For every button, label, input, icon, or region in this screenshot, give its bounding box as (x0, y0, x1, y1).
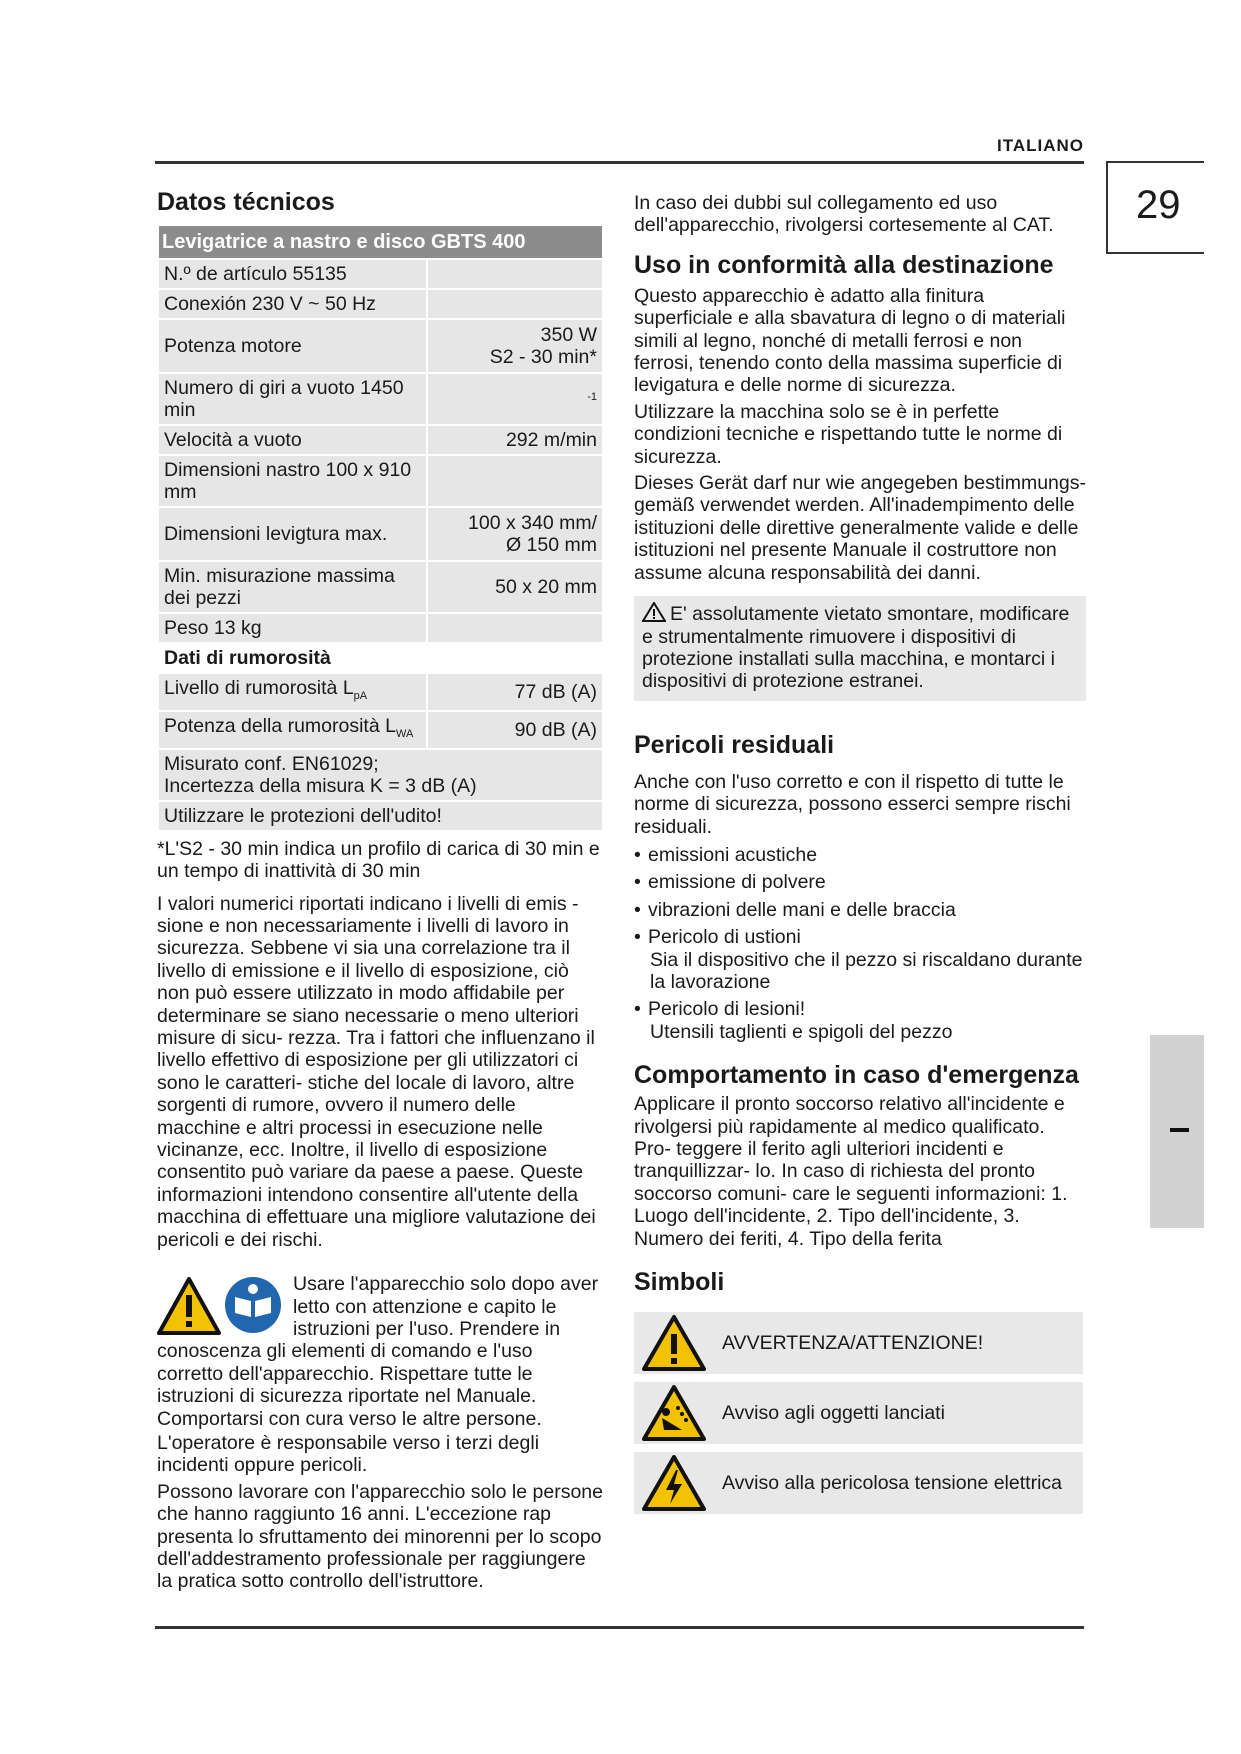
table-row (158, 507, 603, 561)
right-column (634, 192, 1086, 1522)
table-header-row (158, 225, 603, 259)
table-header: Levigatrice a nastro e disco GBTS 400 (158, 225, 603, 259)
rpm-exponent: -1 (587, 390, 597, 403)
list-item (634, 899, 1086, 921)
power-value: 350 W (540, 324, 597, 346)
row-label: Potenza motore (158, 319, 427, 373)
row-value (427, 507, 603, 561)
symbol-label: AVVERTENZA/ATTENZIONE! (722, 1331, 984, 1354)
measure-line-1: Misurato conf. EN61029; (164, 752, 379, 775)
symbol-label: Avviso agli oggetti lanciati (722, 1401, 945, 1424)
language-label: ITALIANO (996, 136, 1084, 155)
disc-diameter: Ø 150 mm (505, 534, 597, 556)
table-row (158, 561, 603, 613)
table-row (158, 425, 603, 455)
noise-paragraph: I valori numerici riportati indicano i livelli di emis - sione e non necessariamente i livelli di lavoro in sicurezza. Sebbene vi sia una correlazione tra il livello di emissione e il livello di esposizione, ciò non può essere utilizzato in modo affidabile per determinare se siano necessarie o meno ulteriori misure di sicu- rezza. Tra i fattori che influenzano il livello effettivo di esposizione per gli utilizzatori ci sono le caratteri- stiche del locale di lavoro, altre sorgenti di rumore, ovvero il numero delle macchine e altri processi in esecuzione nelle vicinanze, ecc. Inoltre, il livello di esposizione consentito può variare da paese a paese. Queste informazioni intendono consentire all'utente della macchina di effettuare una migliore valutazione dei pericoli e dei rischi. (157, 892, 596, 1251)
row-value (427, 259, 603, 289)
row-label: Peso 13 kg (158, 613, 427, 643)
electric-hazard-icon (642, 1454, 706, 1512)
row-label: Dimensioni nastro 100 x 910 mm (158, 455, 427, 507)
row-label (158, 673, 427, 711)
sanding-size: 100 x 340 mm/ (468, 512, 597, 534)
age-text: Possono lavorare con l'apparecchio solo le persone che hanno raggiunto 16 anni. L'eccezione rap presenta lo sfruttamento dei minorenni per lo scopo dell'addestramento professionale per raggiungere la pratica sotto controllo dell'istruttore. (157, 1480, 603, 1593)
noise-label: Livello di rumorosità L (164, 677, 354, 699)
residual-intro: Anche con l'uso corretto e con il rispetto di tutte le norme di sicurezza, possono esserci sempre rischi residuali. (634, 770, 1071, 838)
row-value (427, 455, 603, 507)
noise-subscript: WA (395, 727, 414, 740)
side-tab[interactable] (1150, 1035, 1204, 1228)
item-detail: Sia il dispositivo che il pezzo si riscaldano durante la lavorazione (650, 948, 1083, 993)
bottom-rule (155, 1626, 1084, 1629)
table-row (158, 319, 603, 373)
row-value (427, 319, 603, 373)
left-column (157, 188, 604, 1593)
item-main: • Pericolo di ustioni (648, 926, 801, 949)
row-value (427, 613, 603, 643)
measure-line-2: Incertezza della misura K = 3 dB (A) (164, 774, 477, 797)
list-item (634, 926, 1086, 993)
table-row (158, 673, 603, 711)
row-value: 77 dB (A) (427, 673, 603, 711)
item-detail: Utensili taglienti e spigoli del pezzo (650, 1020, 953, 1043)
table-row (158, 259, 603, 289)
item-main: • Pericolo di lesioni! (648, 998, 806, 1021)
symbol-row (634, 1452, 1083, 1514)
item-main: vibrazioni delle mani e delle braccia (648, 898, 956, 921)
row-label: Dimensioni levigtura max. (158, 507, 427, 561)
side-tab-dash (1170, 1128, 1189, 1132)
usage-text: Usare l'apparecchio solo dopo aver letto con attenzione e capito le istruzioni per l'uso. Prendere in conoscenza gli elementi di comando e l'uso corretto dell'apparecchio. Rispettare tutte le istruzioni di sicurezza riportate nel Manuale. Comportarsi con cura verso le altre persone. (157, 1273, 599, 1430)
row-label (158, 711, 427, 749)
use-paragraph-1: Questo apparecchio è adatto alla finitura superficiale e alla sbavatura di legno o di materiali simili al legno, nonché di metalli ferrosi e non ferrosi, tenendo conto della massima superficie di levigatura e delle norme di sicurezza. (634, 284, 1066, 397)
table-row (158, 613, 603, 643)
technical-data-table (157, 224, 604, 832)
duty-footnote: *L'S2 - 30 min indica un profilo di carica di 30 min e un tempo di inattività di 30 min (157, 837, 600, 883)
warning-text: E' assolutamente vietato smontare, modificare e strumentalmente rimuovere i dispositivi di protezione installati sulla macchina, e montarci i dispositivi di protezione estranei. (642, 603, 1070, 693)
row-value (427, 289, 603, 319)
list-item (634, 871, 1086, 893)
item-main: emissione di polvere (648, 871, 826, 894)
page-number: 29 (1136, 183, 1181, 227)
row-label: Conexión 230 V ~ 50 Hz (158, 289, 427, 319)
use-paragraph-3: Dieses Gerät darf nur wie angegeben bestimmungs-gemäß verwendet werden. All'inadempimento delle istituzioni delle direttive generalmente valide e delle istituzioni nel presente Manuale il costruttore non assume alcuna responsabilità dei danni. (634, 472, 1086, 584)
operator-text: L'operatore è responsabile verso i terzi degli incidenti oppure pericoli. (157, 1431, 540, 1477)
table-row (158, 455, 603, 507)
item-main: emissioni acustiche (648, 843, 818, 866)
row-label: Numero di giri a vuoto 1450 min (158, 373, 427, 425)
table-row (158, 373, 603, 425)
usage-block (157, 1273, 604, 1593)
noise-subscript: pA (353, 689, 368, 702)
use-title: Uso in conformità alla destinazione (634, 250, 1054, 279)
top-rule (155, 161, 1084, 164)
intro-text: In caso dei dubbi sul collegamento ed uso dell'apparecchio, rivolgersi cortesemente al CAT. (634, 192, 1054, 237)
noise-label: Potenza della rumorosità L (164, 714, 396, 737)
residual-title: Pericoli residuali (634, 730, 835, 759)
read-manual-icon (225, 1277, 281, 1333)
symbol-row (634, 1382, 1083, 1444)
flying-objects-icon (642, 1384, 706, 1442)
symbol-row (634, 1312, 1083, 1374)
symbol-label: Avviso alla pericolosa tensione elettrica (722, 1471, 1062, 1494)
list-item (634, 844, 1086, 866)
warning-icon (159, 1279, 219, 1333)
row-value: 50 x 20 mm (427, 561, 603, 613)
noise-title: Dati di rumorosità (158, 643, 603, 673)
technical-data-title: Datos técnicos (157, 188, 335, 216)
emergency-title: Comportamento in caso d'emergenza (634, 1061, 1079, 1090)
row-value (427, 373, 603, 425)
row-value: 90 dB (A) (427, 711, 603, 749)
table-row (158, 801, 603, 831)
use-paragraph-2: Utilizzare la macchina solo se è in perfette condizioni tecniche e rispettando tutte le norme di sicurezza. (634, 400, 1063, 468)
hearing-protection-note: Utilizzare le protezioni dell'udito! (158, 801, 603, 831)
warning-box (634, 596, 1086, 701)
list-item (634, 998, 1086, 1043)
measure-note (158, 749, 603, 801)
row-label: Velocità a vuoto (158, 425, 427, 455)
row-label: N.º de artículo 55135 (158, 259, 427, 289)
residual-list (634, 844, 1086, 1043)
duty-value: S2 - 30 min* (489, 346, 597, 368)
table-row (158, 749, 603, 801)
page-number-box (1106, 161, 1204, 254)
row-label: Min. misurazione massima dei pezzi (158, 561, 427, 613)
warning-icon (642, 1314, 706, 1372)
emergency-text: Applicare il pronto soccorso relativo all'incidente e rivolgersi più rapidamente al medico qualificato. Pro- teggere il ferito agli ulteriori incidenti e tranquillizzar- lo. In caso di richiesta del pronto soccorso comuni- care le seguenti informazioni: 1. Luogo dell'incidente, 2. Tipo dell'incidente, 3. Numero dei feriti, 4. Tipo della ferita (634, 1093, 1068, 1250)
usage-icons (157, 1275, 285, 1339)
noise-header-row (158, 643, 603, 673)
symbols-title: Simboli (634, 1268, 725, 1297)
row-value: 292 m/min (427, 425, 603, 455)
table-row (158, 289, 603, 319)
table-row (158, 711, 603, 749)
warning-outline-icon (642, 602, 666, 622)
